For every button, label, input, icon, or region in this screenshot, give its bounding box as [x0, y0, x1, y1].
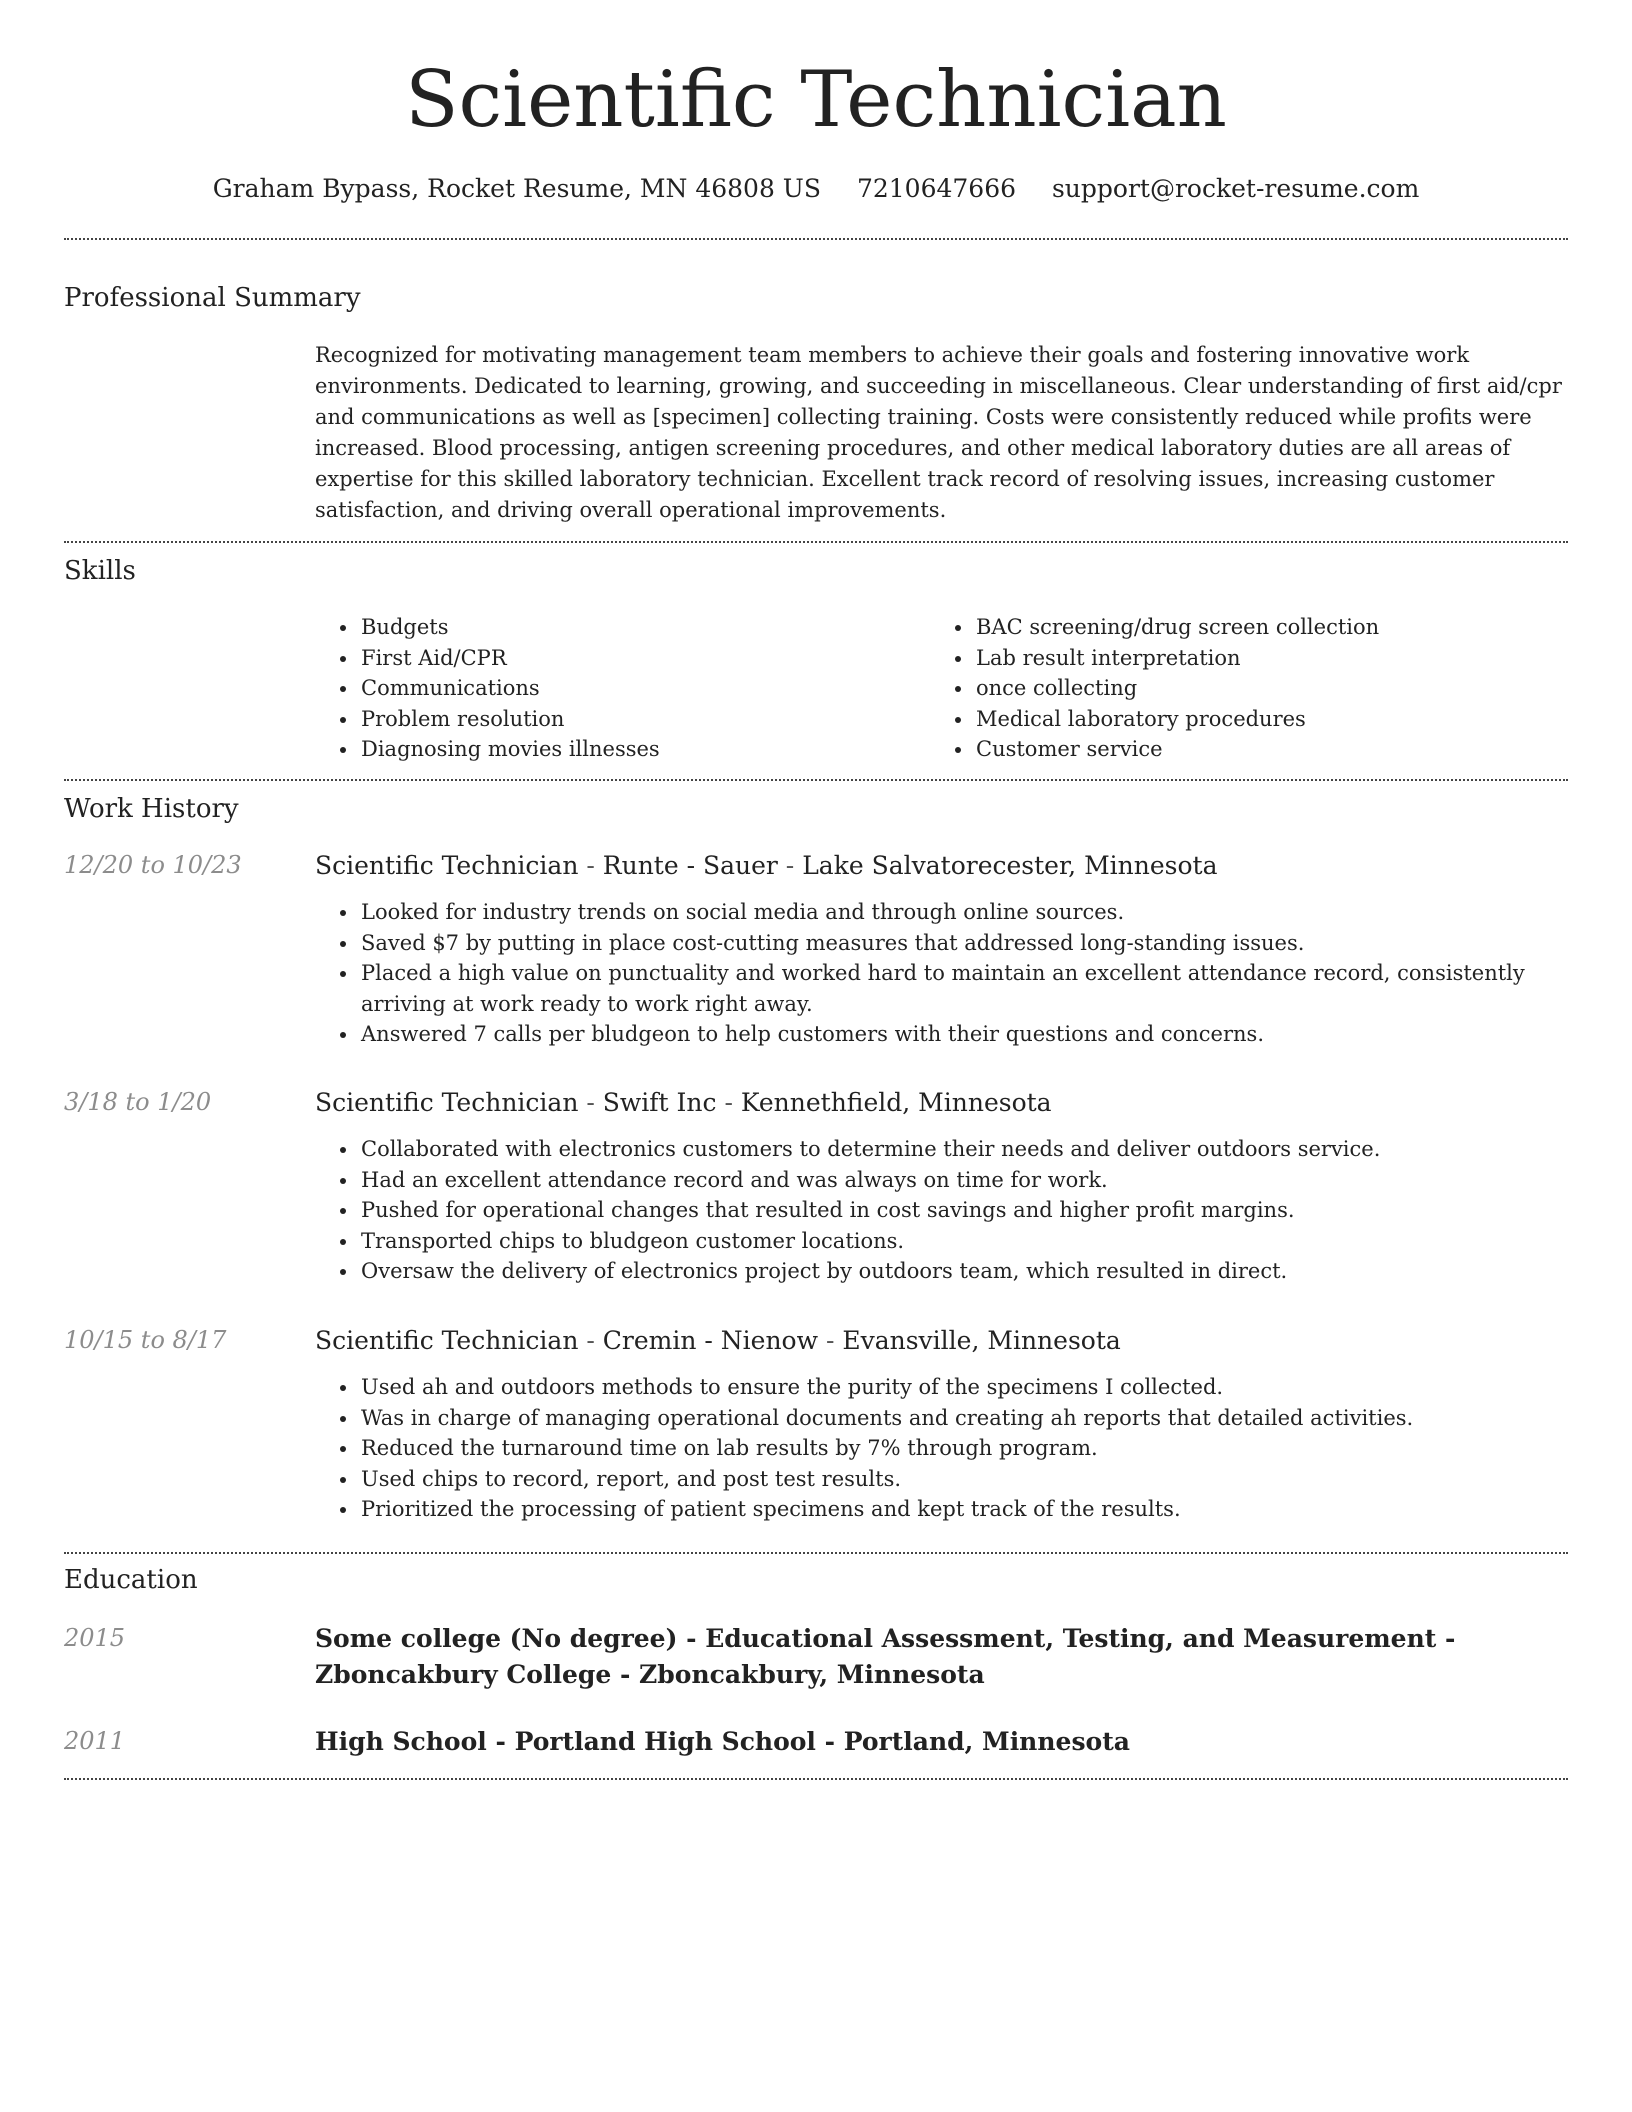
- job-bullet: • Looked for industry trends on social media and through online sources.: [359, 897, 1599, 928]
- skill-item: • Diagnosing movies illnesses: [359, 734, 919, 765]
- section-title-summary: Professional Summary: [64, 283, 361, 313]
- job-bullet: • Prioritized the processing of patient specimens and kept track of the results.: [359, 1494, 1599, 1525]
- education-heading: [315, 1724, 1570, 1760]
- separator: -: [611, 1660, 640, 1689]
- job-bullet: • Reduced the turnaround time on lab results by 7% through program.: [359, 1433, 1599, 1464]
- job-company: Cremin - Nienow: [602, 1326, 818, 1355]
- job-heading: [315, 848, 1570, 884]
- job-bullets: [315, 1372, 1599, 1525]
- section-title-work: Work History: [64, 794, 239, 824]
- job-heading: [315, 1323, 1570, 1359]
- separator: -: [818, 1326, 843, 1355]
- separator: -: [777, 851, 803, 880]
- skill-item: • Medical laboratory procedures: [974, 704, 1594, 735]
- education-heading: [315, 1621, 1570, 1693]
- job-role: Scientific Technician: [315, 1326, 579, 1355]
- job-bullet: • Was in charge of managing operational documents and creating ah reports that detailed activities.: [359, 1403, 1599, 1434]
- divider: [64, 1778, 1568, 1780]
- contact-line: [0, 171, 1632, 207]
- skill-item: • Customer service: [974, 734, 1594, 765]
- summary-text: Recognized for motivating management team members to achieve their goals and fostering innovative work environments. Dedicated to learning, growing, and succeeding in miscellaneous. Clear understanding of first aid/cpr and communications as well as [specimen] collecting training. Costs were consistently reduced while profits were increased. Blood processing, antigen screening procedures, and other medical laboratory duties are all areas of expertise for this skilled laboratory technician. Excellent track record of resolving issues, increasing customer satisfaction, and driving overall operational improvements.: [315, 343, 1562, 522]
- separator: -: [677, 1624, 706, 1653]
- job-bullet: • Oversaw the delivery of electronics project by outdoors team, which resulted in direct.: [359, 1256, 1599, 1287]
- education-location: Zboncakbury, Minnesota: [639, 1660, 985, 1689]
- separator: -: [1436, 1624, 1456, 1653]
- address: Graham Bypass, Rocket Resume, MN 46808 US: [212, 174, 821, 203]
- job-bullet: • Answered 7 calls per bludgeon to help customers with their questions and concerns.: [359, 1019, 1599, 1050]
- divider: [64, 779, 1568, 781]
- job-company: Runte - Sauer: [602, 851, 778, 880]
- education-field: Educational Assessment, Testing, and Measurement: [705, 1624, 1437, 1653]
- job-bullet: • Pushed for operational changes that resulted in cost savings and higher profit margins.: [359, 1195, 1599, 1226]
- job-role: Scientific Technician: [315, 851, 579, 880]
- separator: -: [815, 1727, 844, 1756]
- education-location: Portland, Minnesota: [843, 1727, 1130, 1756]
- divider: [64, 541, 1568, 543]
- education-year: 2015: [64, 1624, 126, 1652]
- job-company: Swift Inc: [602, 1088, 717, 1117]
- skill-item: • Problem resolution: [359, 704, 919, 735]
- job-role: Scientific Technician: [315, 1088, 579, 1117]
- job-bullet: • Transported chips to bludgeon customer locations.: [359, 1226, 1599, 1257]
- skill-item: • Budgets: [359, 612, 919, 643]
- education-year: 2011: [64, 1727, 126, 1755]
- separator: -: [486, 1727, 515, 1756]
- education-degree: High School: [315, 1727, 487, 1756]
- job-bullets: [315, 1134, 1599, 1287]
- job-location: Lake Salvatorecester, Minnesota: [802, 851, 1218, 880]
- job-bullet: • Used ah and outdoors methods to ensure the purity of the specimens I collected.: [359, 1372, 1599, 1403]
- candidate-name: Scientific Technician: [405, 55, 1227, 145]
- skill-item: • BAC screening/drug screen collection: [974, 612, 1594, 643]
- job-bullet: • Had an excellent attendance record and was always on time for work.: [359, 1165, 1599, 1196]
- section-title-education: Education: [64, 1565, 198, 1595]
- job-bullet: • Placed a high value on punctuality and worked hard to maintain an excellent attendance record, consistently arriving at work ready to work right away.: [359, 958, 1599, 1019]
- job-bullet: • Used chips to record, report, and post test results.: [359, 1464, 1599, 1495]
- job-bullet: • Saved $7 by putting in place cost-cutting measures that addressed long-standing issues.: [359, 928, 1599, 959]
- divider: [64, 238, 1568, 240]
- skill-item: • First Aid/CPR: [359, 643, 919, 674]
- phone: 7210647666: [856, 174, 1017, 203]
- separator: -: [578, 851, 603, 880]
- education-degree: Some college (No degree): [315, 1624, 678, 1653]
- job-dates: 12/20 to 10/23: [64, 851, 242, 879]
- skill-item: • Lab result interpretation: [974, 643, 1594, 674]
- job-location: Kennethfield, Minnesota: [740, 1088, 1052, 1117]
- skills-list-right: [930, 612, 1594, 765]
- education-school: Zboncakbury College: [315, 1660, 612, 1689]
- divider: [64, 1552, 1568, 1554]
- separator: -: [716, 1088, 741, 1117]
- job-heading: [315, 1085, 1570, 1121]
- job-bullet: • Collaborated with electronics customers to determine their needs and deliver outdoors service.: [359, 1134, 1599, 1165]
- email-link[interactable]: support@rocket-resume.com: [1051, 174, 1420, 203]
- job-location: Evansville, Minnesota: [842, 1326, 1121, 1355]
- job-dates: 10/15 to 8/17: [64, 1326, 227, 1354]
- job-dates: 3/18 to 1/20: [64, 1088, 212, 1116]
- section-title-skills: Skills: [64, 556, 136, 586]
- education-school: Portland High School: [514, 1727, 816, 1756]
- separator: -: [578, 1088, 603, 1117]
- separator: -: [578, 1326, 603, 1355]
- skills-list-left: [315, 612, 919, 765]
- job-bullets: [315, 897, 1599, 1050]
- skill-item: • once collecting: [974, 673, 1594, 704]
- skill-item: • Communications: [359, 673, 919, 704]
